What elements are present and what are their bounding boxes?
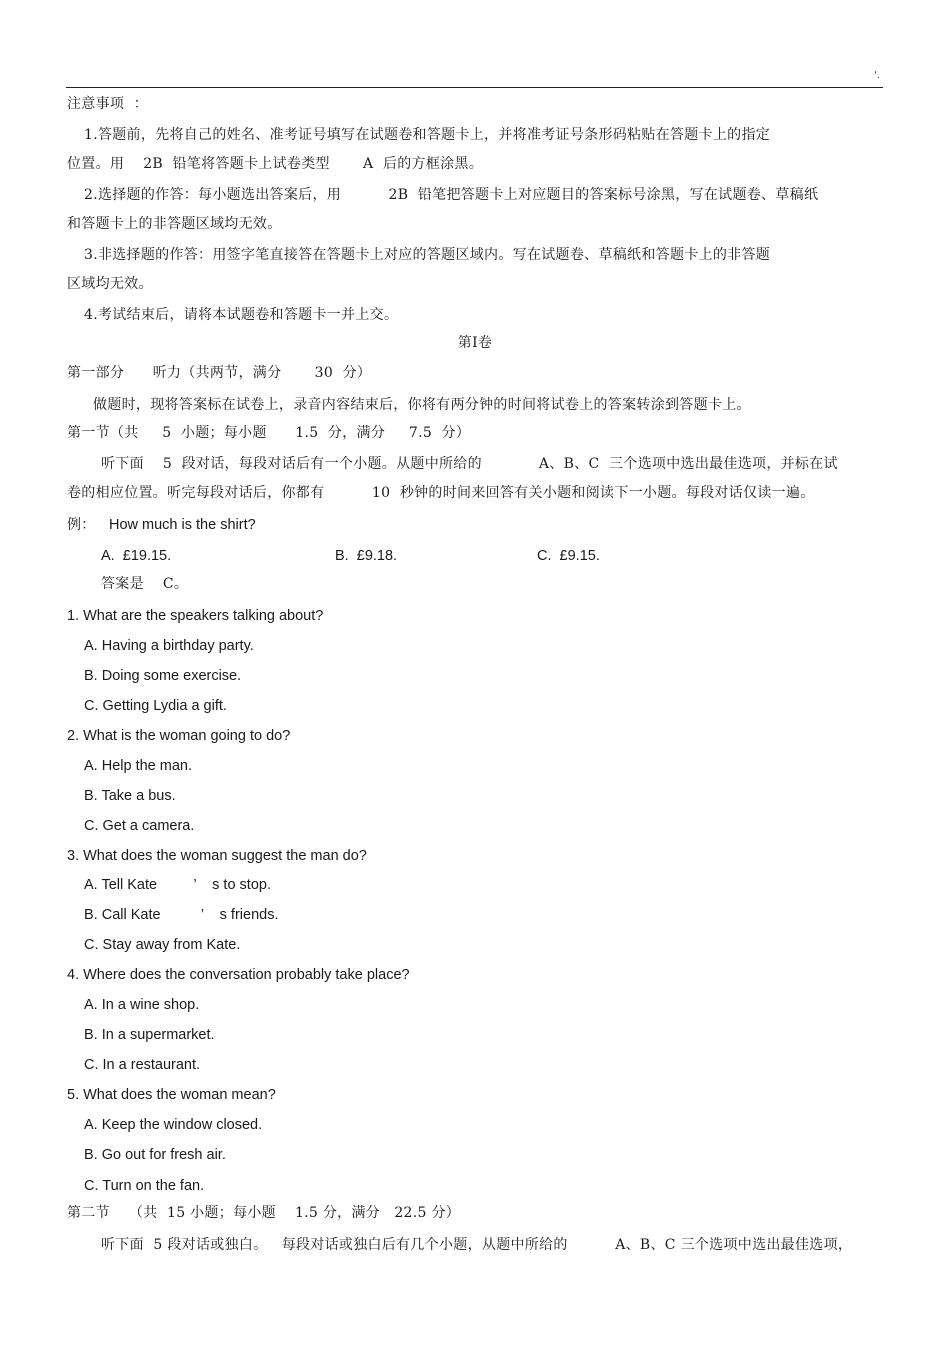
question-2-option-a: A. Help the man. xyxy=(84,758,192,774)
question-3-option-c: C. Stay away from Kate. xyxy=(84,937,241,953)
example-option-c: C. £9.15. xyxy=(537,548,600,564)
header-rule xyxy=(66,87,883,88)
section1-instruction-line2: 卷的相应位置。听完每段对话后，你都有 10 秒钟的时间来回答有关小题和阅读下一小题。每段对话仅读一遍。 xyxy=(67,485,815,501)
example-question: How much is the shirt? xyxy=(109,517,256,533)
notice-item-2-line2: 和答题卡上的非答题区域均无效。 xyxy=(67,216,282,232)
notice-item-4: 4.考试结束后，请将本试题卷和答题卡一并上交。 xyxy=(84,307,399,323)
question-3-option-a: A. Tell Kate ’ s to stop. xyxy=(84,877,271,893)
question-4-option-b: B. In a supermarket. xyxy=(84,1027,215,1043)
question-3-option-b: B. Call Kate ’ s friends. xyxy=(84,907,279,923)
volume-title: 第Ⅰ卷 xyxy=(457,335,493,351)
example-option-a: A. £19.15. xyxy=(101,548,172,564)
part1-title: 第一部分 听力（共两节，满分 30 分） xyxy=(67,365,372,381)
header-mark: '. xyxy=(874,70,880,81)
notice-item-1-line1: 1.答题前，先将自己的姓名、准考证号填写在试题卷和答题卡上，并将准考证号条形码粘贴在答题卡上的指定 xyxy=(84,127,771,143)
notice-item-1-line2: 位置。用 2B 铅笔将答题卡上试卷类型 A 后的方框涂黑。 xyxy=(67,156,484,172)
question-5-option-c: C. Turn on the fan. xyxy=(84,1178,205,1194)
section2-title: 第二节 （共 15 小题；每小题 1.5 分，满分 22.5 分） xyxy=(67,1205,461,1221)
section1-instruction-line1: 听下面 5 段对话，每段对话后有一个小题。从题中所给的 A、B、C 三个选项中选出最佳选项，并标在试 xyxy=(101,456,838,472)
notice-item-2-line1: 2.选择题的作答：每小题选出答案后，用 2B 铅笔把答题卡上对应题目的答案标号涂黑，写在试题卷、草稿纸 xyxy=(84,187,819,203)
part1-instruction: 做题时，现将答案标在试卷上，录音内容结束后，你将有两分钟的时间将试卷上的答案转涂到答题卡上。 xyxy=(93,397,751,413)
question-4-option-a: A. In a wine shop. xyxy=(84,997,200,1013)
question-1: 1. What are the speakers talking about? xyxy=(67,608,324,624)
question-1-option-b: B. Doing some exercise. xyxy=(84,668,242,684)
question-5-option-b: B. Go out for fresh air. xyxy=(84,1147,226,1163)
question-4-option-c: C. In a restaurant. xyxy=(84,1057,201,1073)
question-2: 2. What is the woman going to do? xyxy=(67,728,291,744)
section2-instruction-line1: 听下面 5 段对话或独白。 每段对话或独白后有几个小题，从题中所给的 A、B、C 三个选项中选出最佳选项， xyxy=(101,1237,853,1253)
question-1-option-c: C. Getting Lydia a gift. xyxy=(84,698,227,714)
notice-title: 注意事项 ： xyxy=(67,96,148,112)
question-5: 5. What does the woman mean? xyxy=(67,1087,276,1103)
question-3: 3. What does the woman suggest the man do? xyxy=(67,848,367,864)
section1-title: 第一节（共 5 小题；每小题 1.5 分，满分 7.5 分） xyxy=(67,425,471,441)
question-1-option-a: A. Having a birthday party. xyxy=(84,638,254,654)
notice-item-3-line1: 3.非选择题的作答：用签字笔直接答在答题卡上对应的答题区域内。写在试题卷、草稿纸和答题卡上的非答题 xyxy=(84,247,771,263)
question-5-option-a: A. Keep the window closed. xyxy=(84,1117,263,1133)
question-2-option-c: C. Get a camera. xyxy=(84,818,195,834)
example-answer: 答案是 C。 xyxy=(101,576,189,592)
notice-item-3-line2: 区域均无效。 xyxy=(67,276,153,292)
question-4: 4. Where does the conversation probably take place? xyxy=(67,967,410,983)
example-label: 例： xyxy=(67,517,96,533)
example-option-b: B. £9.18. xyxy=(335,548,398,564)
question-2-option-b: B. Take a bus. xyxy=(84,788,176,804)
